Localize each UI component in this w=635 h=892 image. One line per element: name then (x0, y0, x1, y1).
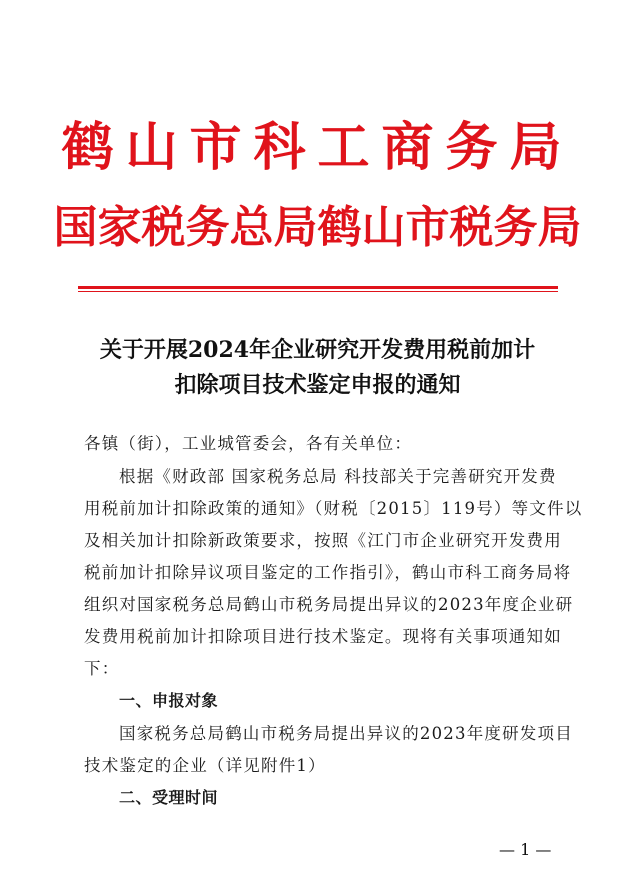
document-title-line-2: 扣除项目技术鉴定申报的通知 (174, 372, 461, 398)
header-divider-thick (78, 286, 558, 289)
document-title-line-1: 关于开展2024年企业研究开发费用税前加计 (99, 337, 536, 363)
salutation: 各镇（街），工业城管委会，各有关单位： (84, 434, 413, 453)
section-heading-1: 一、申报对象 (119, 691, 219, 710)
section1-line: 技术鉴定的企业（详见附件1） (84, 756, 326, 775)
para1-line: 及相关加计扣除新政策要求，按照《江门市企业研究开发费用 (84, 531, 562, 550)
issuer-line-2: 国家税务总局鹤山市税务局 (53, 202, 582, 253)
para1-line: 发费用税前加计扣除项目进行技术鉴定。现将有关事项通知如 (84, 627, 562, 646)
section1-line: 国家税务总局鹤山市税务局提出异议的2023年度研发项目 (119, 724, 573, 743)
para1-line: 税前加计扣除异议项目鉴定的工作指引》，鹤山市科工商务局将 (84, 563, 572, 582)
para1-line: 根据《财政部 国家税务总局 科技部关于完善研究开发费 (119, 467, 557, 486)
issuer-line-1: 鹤山市科工商务局 (61, 117, 574, 178)
para1-line: 用税前加计扣除政策的通知》（财税〔2015〕119号）等文件以 (84, 499, 583, 518)
section-heading-2: 二、受理时间 (119, 788, 219, 807)
header-divider-thin (78, 291, 558, 292)
page-number: — 1 — (499, 840, 552, 859)
para1-line: 下： (84, 659, 120, 678)
para1-line: 组织对国家税务总局鹤山市税务局提出异议的2023年度企业研 (84, 595, 574, 614)
